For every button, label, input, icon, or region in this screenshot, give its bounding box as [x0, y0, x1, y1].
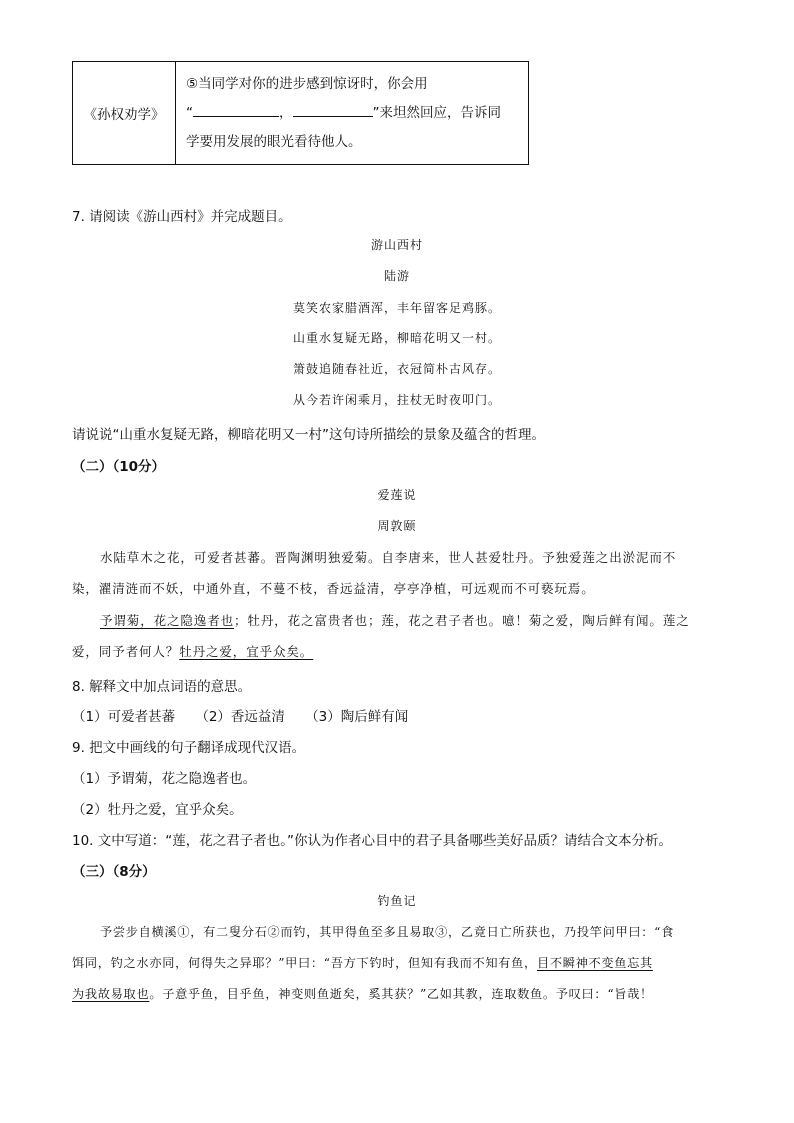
question-table: [72, 61, 529, 165]
essay-para1-line2: 染，濯清涟而不妖，中通外直，不蔓不枝，香远益清，亭亭净植，可远观而不可亵玩焉。: [72, 581, 595, 596]
underlined-sentence-2: 牡丹之爱，宜乎众矣。: [179, 644, 314, 659]
q7-question: 请说说“山重水复疑无路，柳暗花明又一村”这句诗所描绘的景象及蕴含的哲理。: [72, 427, 545, 443]
q9-item-2: （2）牡丹之爱，宜乎众矣。: [72, 802, 243, 818]
essay3-title: 钓鱼记: [377, 894, 417, 908]
essay-title: 爱莲说: [377, 488, 417, 502]
essay-para1-line1: 水陆草木之花，可爱者甚蕃。晋陶渊明独爱菊。自李唐来，世人甚爱牡丹。予独爱莲之出淤泥而不: [100, 550, 677, 565]
poem-line-1: 莫笑农家腊酒浑，丰年留客足鸡豚。: [292, 301, 501, 315]
poem-line-3: 箫鼓追随春社近，衣冠简朴古风存。: [292, 362, 501, 376]
essay-para2-line1: 予谓菊，花之隐逸者也；牡丹，花之富贵者也；莲，花之君子者也。噫！菊之爱，陶后鲜有闻。莲之: [100, 613, 690, 628]
poem-line-2: 山重水复疑无路，柳暗花明又一村。: [292, 331, 501, 345]
essay-author: 周敦颐: [377, 519, 417, 533]
poem-title: 游山西村: [370, 238, 423, 252]
poem-author: 陆游: [383, 269, 410, 283]
section2-heading: （二）（10分）: [72, 459, 166, 475]
underlined-sentence-1: 予谓菊，花之隐逸者也: [100, 613, 235, 628]
table-right-cell: [176, 62, 529, 165]
essay3-line1: 予尝步自横溪①，有二叟分石②而钓，其甲得鱼至多且易取③，乙竟日亡所获也，乃投竿问甲曰：“食: [100, 925, 674, 939]
q5-line2: “ ， ”来坦然回应，告诉同: [186, 99, 528, 128]
underlined-sentence-3b: 为我故易取也: [72, 987, 150, 1001]
q9-prompt: 9. 把文中画线的句子翻译成现代汉语。: [72, 740, 306, 756]
essay3-line2: 饵同，钓之水亦同，何得失之异耶？”甲曰：“吾方下钓时，但知有我而不知有鱼，目不瞬神不变鱼忘其: [72, 956, 653, 970]
table-left-cell: [73, 62, 176, 165]
q8-prompt: 8. 解释文中加点词语的意思。: [72, 679, 252, 695]
underlined-sentence-3a: 目不瞬神不变鱼忘其: [536, 956, 653, 970]
poem-line-4: 从今若许闲乘月，拄杖无时夜叩门。: [292, 393, 501, 407]
q5-line3: 学要用发展的眼光看待他人。: [186, 133, 362, 150]
q5-line1: ⑤当同学对你的进步感到惊讶时，你会用: [186, 75, 428, 92]
essay-para2-line2: 爱，同予者何人？牡丹之爱，宜乎众矣。: [72, 644, 314, 659]
section3-heading: （三）（8分）: [72, 864, 156, 880]
table-left-title: 《孙权劝学》: [83, 107, 165, 123]
essay3-line3: 为我故易取也。子意乎鱼，目乎鱼，神变则鱼逝矣，奚其获？”乙如其教，连取数鱼。予叹曰：“旨哉！: [72, 987, 653, 1001]
answer-blank-1[interactable]: [193, 102, 279, 117]
answer-blank-2[interactable]: [293, 102, 373, 117]
q7-prompt: 7. 请阅读《游山西村》并完成题目。: [72, 209, 292, 225]
q8-items: （1）可爱者甚蕃 （2）香远益清 （3）陶后鲜有闻: [72, 709, 409, 725]
q9-item-1: （1）予谓菊，花之隐逸者也。: [72, 771, 257, 787]
q10-prompt: 10. 文中写道：“莲，花之君子者也。”你认为作者心目中的君子具备哪些美好品质？请结合文本分析。: [72, 833, 672, 849]
